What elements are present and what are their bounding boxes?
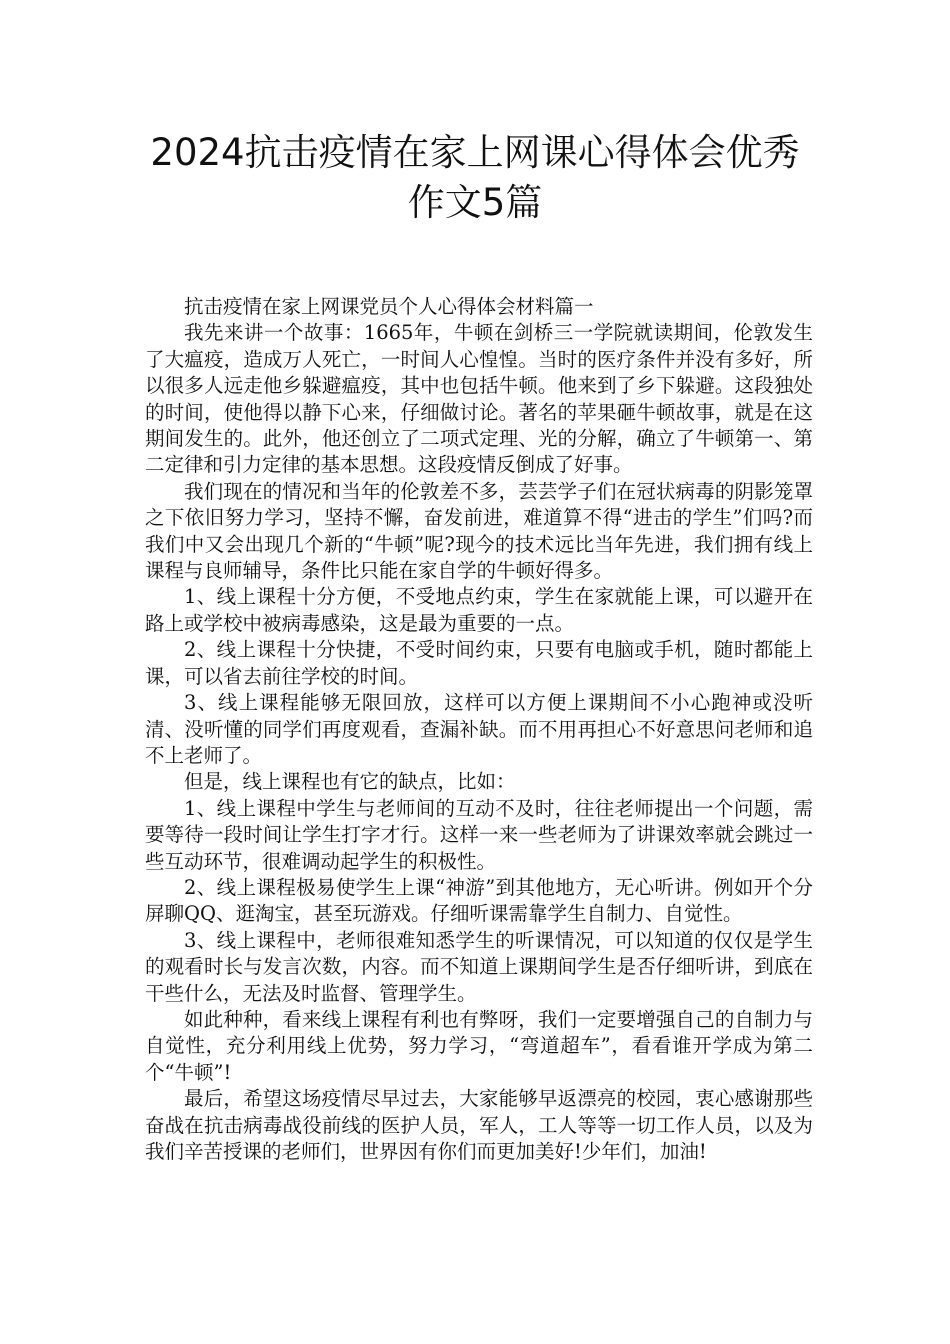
title-line-2: 作文5篇 — [407, 181, 543, 224]
paragraph: 1、线上课程中学生与老师间的互动不及时，往往老师提出一个问题，需要等待一段时间让学生打字才行。这样一来一些老师为了讲课效率就会跳过一些互动环节，很难调动起学生的积极性。 — [145, 796, 813, 873]
paragraph: 我们现在的情况和当年的伦敦差不多，芸芸学子们在冠状病毒的阴影笼罩之下依旧努力学习，坚持不懈，奋发前进，难道算不得“进击的学生”们吗?而我们中又会出现几个新的“牛顿”呢?现今的技术远比当年先进，我们拥有线上课程与良师辅导，条件比只能在家自学的牛顿好得多。 — [145, 479, 813, 583]
paragraph: 但是，线上课程也有它的缺点，比如： — [184, 770, 516, 794]
title-line-1: 2024抗击疫情在家上网课心得体会优秀 — [150, 131, 800, 174]
document-title — [100, 128, 850, 228]
paragraph: 3、线上课程能够无限回放，这样可以方便上课期间不小心跑神或没听清、没听懂的同学们再度观看，查漏补缺。而不用再担心不好意思问老师和追不上老师了。 — [145, 691, 813, 767]
section-heading: 抗击疫情在家上网课党员个人心得体会材料篇一 — [184, 295, 594, 318]
paragraph: 2、线上课程极易使学生上课“神游”到其他地方，无心听讲。例如开个分屏聊QQ、逛淘宝，甚至玩游戏。仔细听课需靠学生自制力、自觉性。 — [145, 875, 813, 926]
paragraph: 如此种种，看来线上课程有利也有弊呀，我们一定要增强自己的自制力与自觉性，充分利用线上优势，努力学习，“弯道超车”，看看谁开学成为第二个“牛顿”! — [145, 1007, 813, 1084]
paragraph: 3、线上课程中，老师很难知悉学生的听课情况，可以知道的仅仅是学生的观看时长与发言次数，内容。而不知道上课期间学生是否仔细听讲，到底在干些什么，无法及时监督、管理学生。 — [145, 928, 813, 1005]
paragraph: 2、线上课程十分快捷，不受时间约束，只要有电脑或手机，随时都能上课，可以省去前往学校的时间。 — [145, 638, 813, 688]
document-body — [145, 294, 813, 1165]
paragraph: 我先来讲一个故事：1665年，牛顿在剑桥三一学院就读期间，伦敦发生了大瘟疫，造成万人死亡，一时间人心惶惶。当时的医疗条件并没有多好，所以很多人远走他乡躲避瘟疫，其中也包括牛顿。他来到了乡下躲避。这段独处的时间，使他得以静下心来，仔细做讨论。著名的苹果砸牛顿故事，就是在这期间发生的。此外，他还创立了二项式定理、光的分解，确立了牛顿第一、第二定律和引力定律的基本思想。这段疫情反倒成了好事。 — [145, 321, 813, 477]
paragraph: 1、线上课程十分方便，不受地点约束，学生在家就能上课，可以避开在路上或学校中被病毒感染，这是最为重要的一点。 — [145, 585, 813, 635]
paragraph: 最后，希望这场疫情尽早过去，大家能够早返漂亮的校园，衷心感谢那些奋战在抗击病毒战役前线的医护人员，军人，工人等等一切工作人员，以及为我们辛苦授课的老师们，世界因有你们而更加美好!少年们，加油! — [145, 1087, 813, 1163]
